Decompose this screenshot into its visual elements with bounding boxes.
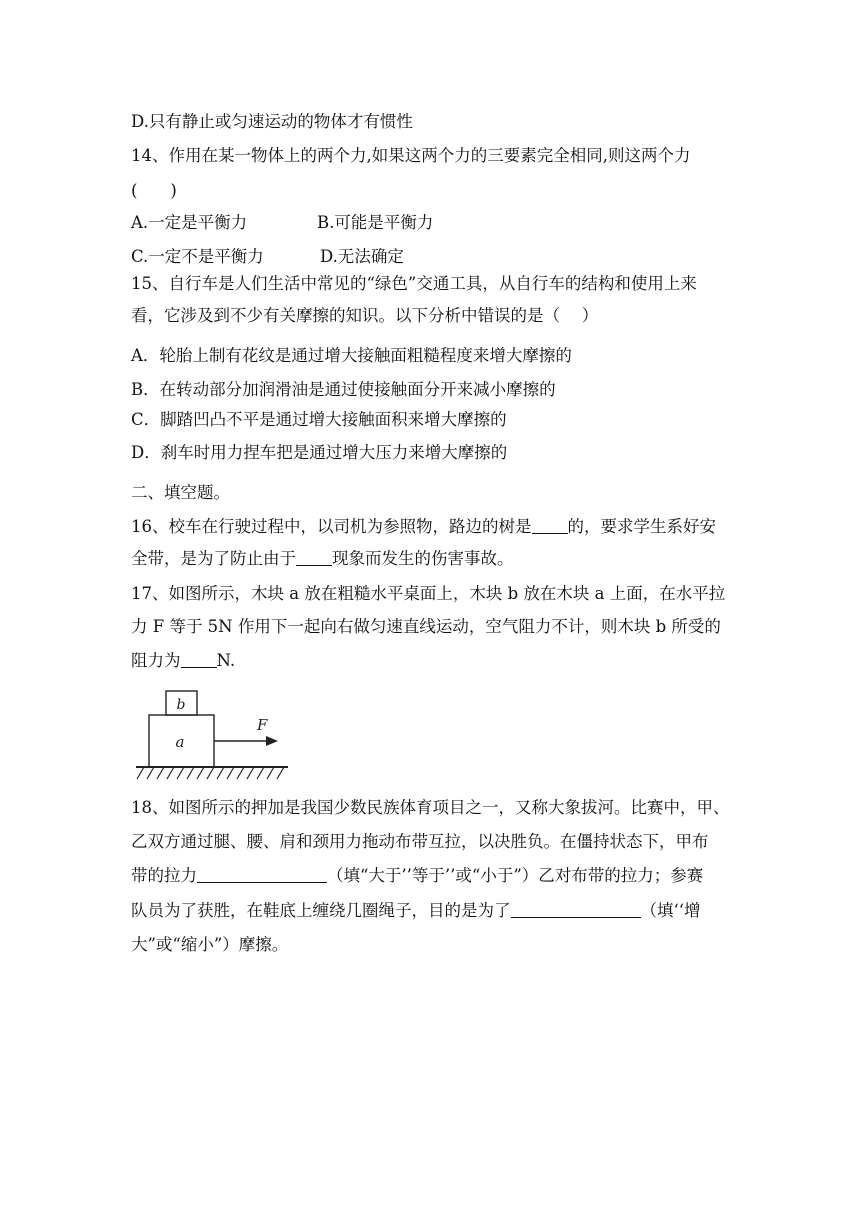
- q18-line-4: 队员为了获胜，在鞋底上缠绕几圈绳子，目的是为了 （填‘‘增: [131, 901, 701, 920]
- q15-option-b: B．在转动部分加润滑油是通过使接触面分开来减小摩擦的: [131, 380, 556, 399]
- q14-option-b: B.可能是平衡力: [317, 213, 434, 232]
- q14-answer-paren: ( ): [131, 181, 177, 200]
- q15-option-d: D．刹车时用力捏车把是通过增大压力来增大摩擦的: [131, 443, 508, 462]
- q16-blank-2: [296, 547, 332, 566]
- label-b: b: [176, 697, 186, 713]
- section-title: 二、填空题。: [131, 483, 230, 502]
- q16-line-2: 全带，是为了防止由于 现象而发生的伤害事故。: [131, 549, 514, 568]
- q17-line-3: 阻力为 N.: [131, 651, 236, 670]
- q16-line-1: 16、校车在行驶过程中，以司机为参照物，路边的树是 的，要求学生系好安: [131, 517, 716, 536]
- q14-stem: 14、作用在某一物体上的两个力,如果这两个力的三要素完全相同,则这两个力: [131, 146, 691, 165]
- q17-line-1: 17、如图所示，木块 a 放在粗糙水平桌面上，木块 b 放在木块 a 上面，在水平拉: [131, 584, 726, 603]
- force-arrow-head: [266, 736, 278, 746]
- q14-option-d: D.无法确定: [320, 247, 404, 266]
- q14-options-row-2: [131, 245, 741, 269]
- label-f: F: [257, 716, 268, 734]
- q18-line-1: 18、如图所示的押加是我国少数民族体育项目之一，又称大象拔河。比赛中，甲、: [131, 798, 730, 817]
- q17-line-2: 力 F 等于 5N 作用下一起向右做匀速直线运动，空气阻力不计，则木块 b 所受的: [131, 617, 721, 636]
- q15-stem-line-2: 看，它涉及到不少有关摩擦的知识。以下分析中错误的是（ ）: [131, 306, 599, 325]
- q15-option-c: C．脚踏凹凸不平是通过增大接触面积来增大摩擦的: [131, 410, 507, 429]
- label-a: a: [175, 733, 185, 751]
- q15-stem-line-1: 15、自行车是人们生活中常见的“绿色”交通工具，从自行车的结构和使用上来: [131, 274, 697, 293]
- q18-blank-1: [197, 864, 327, 883]
- q17-blank: [181, 649, 217, 668]
- q18-line-5: 大”或“缩小”）摩擦。: [131, 935, 289, 954]
- q15-option-a: A．轮胎上制有花纹是通过增大接触面粗糙程度来增大摩擦的: [131, 346, 572, 365]
- q14-option-c: C.一定不是平衡力: [131, 247, 264, 266]
- q17-block-diagram: [130, 686, 300, 786]
- ground-hatching: [137, 767, 284, 779]
- q14-options-row-1: [131, 211, 741, 235]
- q16-blank-1: [532, 515, 568, 534]
- q18-line-3: 带的拉力 （填“大于’’等于’’或“小于”）乙对布带的拉力；参赛: [131, 866, 704, 885]
- q13-option-d: D.只有静止或匀速运动的物体才有惯性: [131, 112, 413, 131]
- q18-blank-2: [511, 899, 641, 918]
- q18-line-2: 乙双方通过腿、腰、肩和颈用力拖动布带互拉，以决胜负。在僵持状态下，甲布: [131, 832, 709, 851]
- q14-option-a: A.一定是平衡力: [131, 213, 248, 232]
